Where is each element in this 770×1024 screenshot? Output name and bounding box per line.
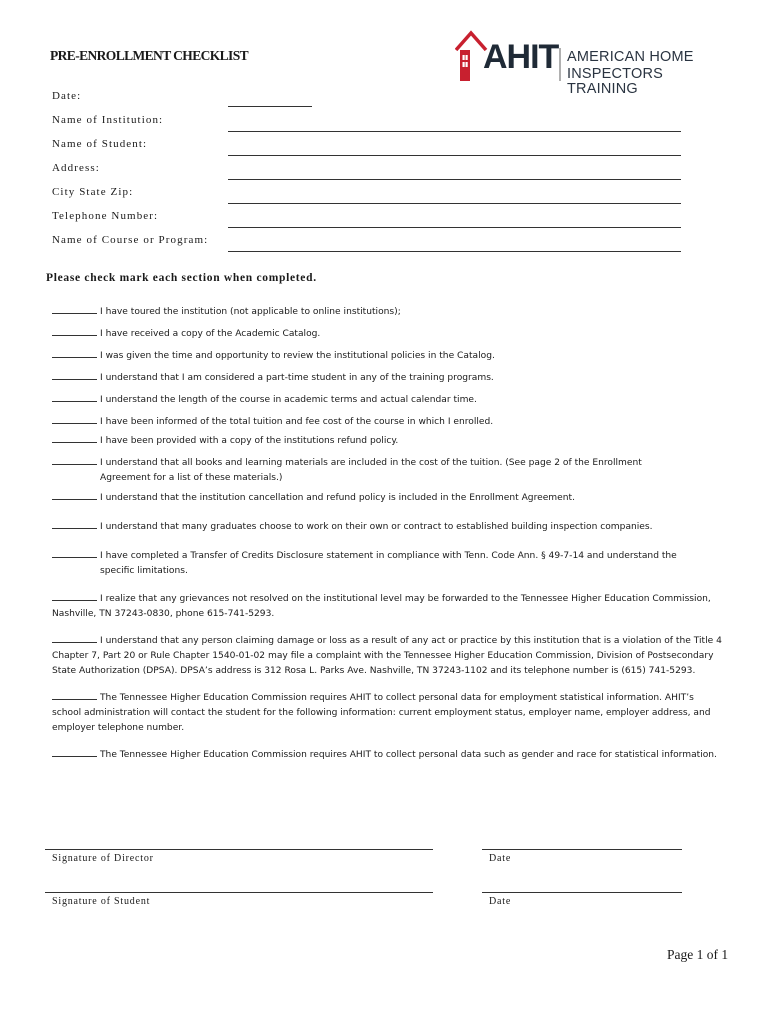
- checkbox-blank[interactable]: [52, 348, 97, 358]
- director-signature-label: Signature of Director: [52, 853, 154, 864]
- logo-mark: AHIT: [483, 38, 559, 76]
- course-label: Name of Course or Program:: [52, 234, 209, 246]
- student-signature-label: Signature of Student: [52, 896, 151, 907]
- address-label: Address:: [52, 162, 100, 174]
- logo-line-1: AMERICAN HOME: [567, 49, 694, 65]
- logo-line-2: INSPECTORS TRAINING: [567, 66, 664, 97]
- institution-label: Name of Institution:: [52, 114, 164, 126]
- checklist-item-5: I understand the length of the course in academic terms and actual calendar time.: [52, 392, 732, 408]
- date-field[interactable]: [228, 106, 312, 107]
- checklist-item-10: I understand that many graduates choose to work on their own or contract to established building inspection companies.: [52, 519, 732, 535]
- page-number: Page 1 of 1: [667, 947, 729, 962]
- checklist-item-1: I have toured the institution (not applicable to online institutions);: [52, 304, 732, 320]
- checkbox-blank[interactable]: [52, 370, 97, 380]
- director-date-line[interactable]: [482, 849, 682, 850]
- checkbox-blank[interactable]: [52, 690, 97, 700]
- telephone-label: Telephone Number:: [52, 210, 159, 222]
- date-label: Date:: [52, 90, 82, 102]
- institution-field[interactable]: [228, 131, 681, 132]
- student-date-label: Date: [489, 896, 512, 907]
- page-title: PRE-ENROLLMENT CHECKLIST: [50, 48, 249, 63]
- director-date-label: Date: [489, 853, 512, 864]
- logo-divider: [559, 48, 561, 81]
- checklist-item-8: I understand that all books and learning materials are included in the cost of the tuition. (See page 2 of the Enrollment Agreement for a list of these materials.): [52, 455, 732, 486]
- address-field[interactable]: [228, 179, 681, 180]
- instruction-heading: Please check mark each section when completed.: [46, 272, 317, 284]
- checkbox-blank[interactable]: [52, 433, 97, 443]
- checklist-item-6: I have been informed of the total tuition and fee cost of the course in which I enrolled.: [52, 414, 732, 430]
- checklist-item-13: I understand that any person claiming damage or loss as a result of any act or practice by this institution that is a violation of the Title 4 Chapter 7, Part 20 or Rule Chapter 1540-01-02 may file a complaint with the Tennessee Higher Education Commission, Division of Postsecondary State Authorization (DPSA). DPSA’s address is 312 Rosa L. Parks Ave. Nashville, TN 37243-1102 and its telephone number is (615) 741-5293.: [52, 633, 732, 678]
- telephone-field[interactable]: [228, 227, 681, 228]
- checklist-item-11: I have completed a Transfer of Credits Disclosure statement in compliance with Tenn. Code Ann. § 49-7-14 and understand the specific limitations.: [52, 548, 732, 579]
- checkbox-blank[interactable]: [52, 304, 97, 314]
- ahit-logo: [455, 30, 695, 97]
- course-field[interactable]: [228, 251, 681, 252]
- checklist-item-4: I understand that I am considered a part-time student in any of the training programs.: [52, 370, 732, 386]
- checkbox-blank[interactable]: [52, 747, 97, 757]
- checklist-item-3: I was given the time and opportunity to review the institutional policies in the Catalog.: [52, 348, 732, 364]
- checklist-item-2: I have received a copy of the Academic Catalog.: [52, 326, 732, 342]
- checkbox-blank[interactable]: [52, 633, 97, 643]
- city-state-zip-field[interactable]: [228, 203, 681, 204]
- student-label: Name of Student:: [52, 138, 148, 150]
- checklist-item-7: I have been provided with a copy of the institutions refund policy.: [52, 433, 732, 449]
- city-state-zip-label: City State Zip:: [52, 186, 134, 198]
- director-signature-line[interactable]: [45, 849, 433, 850]
- checkbox-blank[interactable]: [52, 591, 97, 601]
- checkbox-blank[interactable]: [52, 414, 97, 424]
- checkbox-blank[interactable]: [52, 519, 97, 529]
- checkbox-blank[interactable]: [52, 392, 97, 402]
- checkbox-blank[interactable]: [52, 326, 97, 336]
- student-signature-line[interactable]: [45, 892, 433, 893]
- checklist-item-12: I realize that any grievances not resolved on the institutional level may be forwarded to the Tennessee Higher Education Commission, Nashville, TN 37243-0830, phone 615-741-5293.: [52, 591, 732, 622]
- student-date-line[interactable]: [482, 892, 682, 893]
- checklist-item-9: I understand that the institution cancellation and refund policy is included in the Enrollment Agreement.: [52, 490, 732, 506]
- checkbox-blank[interactable]: [52, 490, 97, 500]
- checkbox-blank[interactable]: [52, 548, 97, 558]
- student-field[interactable]: [228, 155, 681, 156]
- checkbox-blank[interactable]: [52, 455, 97, 465]
- checklist-item-15: The Tennessee Higher Education Commission requires AHIT to collect personal data such as gender and race for statistical information.: [52, 747, 732, 763]
- checklist-item-14: The Tennessee Higher Education Commission requires AHIT to collect personal data for employment statistical information. AHIT’s school administration will contact the student for the following information: current employment status, employer name, employer address, and employer telephone number.: [52, 690, 732, 735]
